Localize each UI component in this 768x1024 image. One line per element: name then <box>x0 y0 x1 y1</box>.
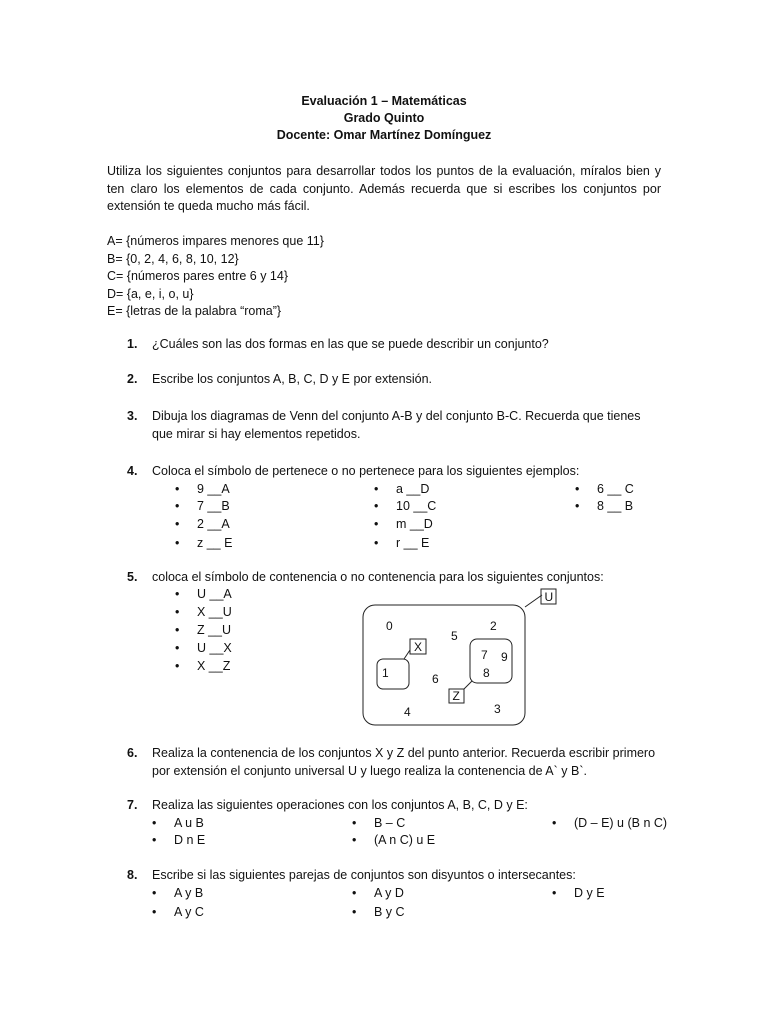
venn-diagram <box>360 588 560 730</box>
list-item: • r __ E <box>374 536 430 550</box>
list-item: • a __D <box>374 482 430 496</box>
question-text: Escribe los conjuntos A, B, C, D y E por extensión. <box>152 372 432 386</box>
question-number: 6. <box>127 746 138 760</box>
list-item: • X __Z <box>175 659 231 673</box>
list-item: • A y C <box>152 905 204 919</box>
set-c: C= {números pares entre 6 y 14} <box>107 269 289 284</box>
question-number: 2. <box>127 372 138 386</box>
element-8: 8 <box>483 666 490 680</box>
question-number: 3. <box>127 409 138 423</box>
document-header <box>0 93 768 144</box>
list-item: • Z __U <box>175 623 232 637</box>
question-text: Realiza las siguientes operaciones con los conjuntos A, B, C, D y E: <box>152 798 528 812</box>
set-definitions <box>107 233 324 321</box>
list-item: • 7 __B <box>175 499 230 513</box>
grade-label: Grado Quinto <box>343 111 425 125</box>
set-z-pointer <box>464 681 472 689</box>
set-e: E= {letras de la palabra “roma”} <box>107 304 282 319</box>
set-x-pointer <box>404 650 410 659</box>
question-text: por extensión el conjunto universal U y luego realiza la contenencia de A` y B`. <box>152 763 587 778</box>
set-d: D= {a, e, i, o, u} <box>107 286 194 301</box>
list-item: • 2 __A <box>175 517 230 531</box>
list-item: • D n E <box>152 833 206 847</box>
list-item: • z __ E <box>175 536 233 550</box>
element-3: 3 <box>494 702 501 716</box>
element-4: 4 <box>404 705 411 719</box>
element-0: 0 <box>386 619 393 633</box>
element-6: 6 <box>432 672 439 686</box>
list-item: • A y B <box>152 886 204 900</box>
list-item: • B y C <box>352 905 405 919</box>
universe-pointer <box>525 595 542 607</box>
question-number: 7. <box>127 798 138 812</box>
question-text: Dibuja los diagramas de Venn del conjunto A-B y del conjunto B-C. Recuerda que tienes <box>152 409 641 423</box>
list-item: • D y E <box>552 886 605 900</box>
list-item: • B – C <box>352 816 406 830</box>
question-number: 8. <box>127 868 138 882</box>
element-5: 5 <box>451 629 458 643</box>
list-item: • 10 __C <box>374 499 437 513</box>
document-title: Evaluación 1 – Matemáticas <box>301 94 467 108</box>
question-number: 1. <box>127 337 138 351</box>
list-item: • U __X <box>175 641 232 655</box>
list-item: • A y D <box>352 886 404 900</box>
question-number: 5. <box>127 570 138 584</box>
element-7: 7 <box>481 648 488 662</box>
element-2: 2 <box>490 619 497 633</box>
question-number: 4. <box>127 464 138 478</box>
universe-label: U <box>544 590 554 604</box>
element-9: 9 <box>501 650 508 664</box>
element-1: 1 <box>382 666 389 680</box>
list-item: • X __U <box>175 605 232 619</box>
set-z-label: Z <box>452 689 460 703</box>
set-x-label: X <box>414 640 423 654</box>
teacher-label: Docente: Omar Martínez Domínguez <box>276 128 492 142</box>
list-item: • (D – E) u (B n C) <box>552 816 668 830</box>
question-text: coloca el símbolo de contenencia o no contenencia para los siguientes conjuntos: <box>152 570 604 584</box>
question-text: que mirar si hay elementos repetidos. <box>152 426 361 441</box>
question-text: Realiza la contenencia de los conjuntos X y Z del punto anterior. Recuerda escribir primero <box>152 746 656 760</box>
question-text: ¿Cuáles son las dos formas en las que se puede describir un conjunto? <box>152 337 549 351</box>
question-text: Coloca el símbolo de pertenece o no pertenece para los siguientes ejemplos: <box>152 464 580 478</box>
list-item: • A u B <box>152 816 204 830</box>
list-item: • 8 __ B <box>575 499 634 513</box>
list-item: • 9 __A <box>175 482 230 496</box>
list-item: • (A n C) u E <box>352 833 436 847</box>
list-item: • 6 __ C <box>575 482 634 496</box>
list-item: • U __A <box>175 587 232 601</box>
list-item: • m __D <box>374 517 433 531</box>
intro-paragraph: Utiliza los siguientes conjuntos para desarrollar todos los puntos de la evaluación, míralos bien y ten claro los elementos de cada conjunto. Además recuerda que si escribes los conjuntos por extensión te queda mucho más fácil. <box>107 164 661 213</box>
set-b: B= {0, 2, 4, 6, 8, 10, 12} <box>107 251 239 266</box>
question-text: Escribe si las siguientes parejas de conjuntos son disyuntos o intersecantes: <box>152 868 576 882</box>
set-a: A= {números impares menores que 11} <box>107 234 324 248</box>
